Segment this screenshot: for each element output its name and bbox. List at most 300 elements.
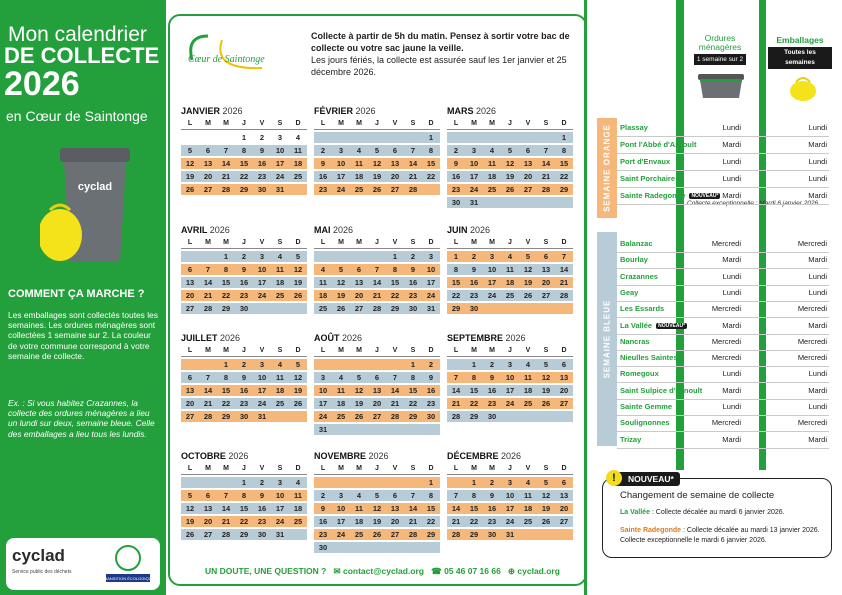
- day-cell: 30: [465, 303, 483, 314]
- day-cell: 9: [235, 264, 253, 275]
- day-cell: [368, 132, 386, 143]
- day-cell: 30: [235, 303, 253, 314]
- footer-question: UN DOUTE, UNE QUESTION ?: [205, 566, 327, 576]
- day-cell: [519, 529, 537, 540]
- day-cell: 5: [332, 264, 350, 275]
- day-cell: 7: [555, 251, 573, 262]
- day-cell: 29: [404, 411, 422, 422]
- day-cell: 8: [404, 372, 422, 383]
- month-name: AOÛT 2026: [314, 333, 363, 343]
- day-cell: 23: [314, 529, 332, 540]
- change-notice-title: Changement de semaine de collecte: [620, 490, 775, 501]
- weekday-header: S: [271, 118, 289, 130]
- day-cell: 27: [537, 290, 555, 301]
- om-day: Mercredi: [711, 418, 741, 428]
- weekday-header: V: [253, 237, 271, 249]
- weekday-header: M: [217, 463, 235, 475]
- day-cell: 13: [386, 503, 404, 514]
- day-cell: 6: [519, 145, 537, 156]
- om-day: Mardi: [722, 434, 741, 444]
- town-name: Port d'Envaux: [620, 157, 671, 166]
- day-cell: 24: [501, 398, 519, 409]
- town-row: [617, 301, 829, 317]
- day-cell: 30: [483, 411, 501, 422]
- day-cell: 24: [271, 516, 289, 527]
- day-cell: [483, 197, 501, 208]
- day-cell: 19: [519, 277, 537, 288]
- town-name: La Vallée NOUVEAU*: [620, 320, 686, 330]
- day-cell: 30: [253, 529, 271, 540]
- weekday-header: M: [465, 237, 483, 249]
- day-cell: 31: [465, 197, 483, 208]
- day-cell: 28: [447, 411, 465, 422]
- weekday-header: S: [404, 345, 422, 357]
- day-cell: 5: [350, 372, 368, 383]
- day-cell: [314, 359, 332, 370]
- day-cell: [181, 477, 199, 488]
- emb-day: Mardi: [808, 191, 827, 200]
- day-cell: 15: [235, 158, 253, 169]
- day-cell: 29: [217, 411, 235, 422]
- footer-phone[interactable]: 05 46 07 16 66: [444, 566, 501, 576]
- day-cell: 3: [253, 251, 271, 262]
- day-cell: 20: [386, 171, 404, 182]
- day-cell: 31: [271, 184, 289, 195]
- day-cell: [465, 132, 483, 143]
- day-cell: 24: [422, 290, 440, 301]
- weekday-header: D: [289, 463, 307, 475]
- day-cell: 12: [537, 490, 555, 501]
- day-cell: 6: [386, 490, 404, 501]
- day-cell: 28: [368, 303, 386, 314]
- day-cell: 1: [217, 251, 235, 262]
- day-cell: 10: [332, 158, 350, 169]
- divider-line: [584, 0, 587, 595]
- day-cell: 15: [447, 277, 465, 288]
- day-cell: 26: [537, 516, 555, 527]
- day-cell: 12: [332, 277, 350, 288]
- day-cell: 3: [422, 251, 440, 262]
- day-cell: 16: [404, 277, 422, 288]
- day-cell: [332, 542, 350, 553]
- day-cell: 7: [217, 145, 235, 156]
- bin-brand-label: cyclad: [77, 181, 113, 193]
- day-cell: 3: [314, 372, 332, 383]
- day-cell: 16: [465, 277, 483, 288]
- day-cell: 17: [483, 277, 501, 288]
- weekday-header: J: [368, 237, 386, 249]
- town-row: [617, 334, 829, 350]
- emb-day: Lundi: [808, 123, 827, 132]
- day-cell: 14: [217, 158, 235, 169]
- day-cell: 8: [465, 372, 483, 383]
- day-cell: 17: [253, 277, 271, 288]
- day-cell: 2: [314, 490, 332, 501]
- day-cell: 21: [217, 516, 235, 527]
- day-cell: [350, 251, 368, 262]
- day-cell: [519, 303, 537, 314]
- day-cell: 1: [241, 133, 247, 142]
- day-cell: 26: [350, 411, 368, 422]
- day-cell: 4: [271, 359, 289, 370]
- town-row: [617, 171, 829, 187]
- weekday-header: S: [537, 345, 555, 357]
- day-cell: 20: [519, 171, 537, 182]
- town-row: [617, 350, 829, 366]
- day-cell: 31: [422, 303, 440, 314]
- weekday-header: V: [253, 463, 271, 475]
- day-cell: 18: [501, 277, 519, 288]
- emb-frequency-badge: Toutes les semaines: [768, 47, 832, 69]
- day-cell: 3: [332, 145, 350, 156]
- day-cell: 29: [235, 529, 253, 540]
- day-cell: 23: [404, 290, 422, 301]
- weekday-header: S: [537, 118, 555, 130]
- town-row: [617, 366, 829, 382]
- day-cell: 18: [483, 171, 501, 182]
- day-cell: 25: [483, 184, 501, 195]
- day-cell: 8: [422, 145, 440, 156]
- day-cell: 29: [555, 184, 573, 195]
- day-cell: 1: [235, 477, 253, 488]
- day-cell: 17: [332, 171, 350, 182]
- day-cell: [289, 529, 307, 540]
- day-cell: 6: [199, 490, 217, 501]
- day-cell: 2: [235, 251, 253, 262]
- om-day: Mercredi: [711, 353, 741, 363]
- day-cell: 15: [235, 503, 253, 514]
- town-row: [617, 154, 829, 170]
- day-cell: [519, 132, 537, 143]
- day-cell: 12: [537, 372, 555, 383]
- day-cell: 26: [181, 529, 199, 540]
- month-name: JUIN 2026: [447, 225, 491, 235]
- weekday-header: D: [422, 345, 440, 357]
- weekday-header: M: [217, 237, 235, 249]
- day-cell: [289, 184, 307, 195]
- emb-day: Lundi: [808, 271, 827, 281]
- day-cell: 22: [235, 516, 253, 527]
- month-name: MAI 2026: [314, 225, 354, 235]
- day-cell: 5: [537, 359, 555, 370]
- day-cell: 9: [404, 264, 422, 275]
- day-cell: 12: [289, 264, 307, 275]
- day-cell: 10: [253, 372, 271, 383]
- phone-icon: ☎: [431, 566, 442, 576]
- day-cell: 11: [350, 503, 368, 514]
- day-cell: 14: [404, 503, 422, 514]
- day-cell: 23: [447, 184, 465, 195]
- weekday-header: M: [332, 345, 350, 357]
- day-cell: [253, 303, 271, 314]
- day-cell: 25: [519, 516, 537, 527]
- day-cell: 27: [555, 398, 573, 409]
- day-cell: 18: [519, 385, 537, 396]
- month-name: DÉCEMBRE 2026: [447, 451, 522, 461]
- day-cell: 21: [368, 290, 386, 301]
- day-cell: 26: [368, 184, 386, 195]
- weekday-header: M: [350, 118, 368, 130]
- day-cell: 19: [368, 516, 386, 527]
- om-day: Lundi: [722, 174, 741, 183]
- day-cell: 19: [350, 398, 368, 409]
- day-cell: 5: [181, 145, 199, 156]
- day-cell: 3: [253, 359, 271, 370]
- day-cell: 16: [314, 516, 332, 527]
- nouveau-badge: NOUVEAU*: [691, 193, 719, 200]
- day-cell: 31: [271, 529, 289, 540]
- day-cell: 28: [447, 529, 465, 540]
- day-cell: 24: [483, 290, 501, 301]
- day-cell: 12: [519, 264, 537, 275]
- day-cell: 26: [289, 290, 307, 301]
- day-cell: [332, 424, 350, 435]
- day-cell: 17: [332, 516, 350, 527]
- day-cell: 25: [271, 398, 289, 409]
- day-cell: 4: [332, 372, 350, 383]
- town-name: Trizay: [620, 434, 642, 444]
- day-cell: 16: [483, 385, 501, 396]
- day-cell: [199, 132, 217, 143]
- month-5: [447, 225, 573, 314]
- town-row: [617, 399, 829, 415]
- day-cell: 22: [465, 516, 483, 527]
- day-cell: 31: [501, 529, 519, 540]
- day-cell: 10: [271, 490, 289, 501]
- day-cell: 24: [253, 290, 271, 301]
- nouveau-tag: NOUVEAU*: [612, 472, 680, 486]
- day-cell: 2: [483, 477, 501, 488]
- day-cell: 17: [501, 385, 519, 396]
- emb-day: Mercredi: [797, 353, 827, 363]
- weekday-header: D: [555, 237, 573, 249]
- day-cell: 27: [350, 303, 368, 314]
- day-cell: 3: [483, 251, 501, 262]
- footer-site[interactable]: cyclad.org: [517, 566, 560, 576]
- day-cell: 13: [519, 158, 537, 169]
- day-cell: 4: [501, 251, 519, 262]
- weekday-header: D: [555, 118, 573, 130]
- day-cell: 10: [501, 490, 519, 501]
- month-name: SEPTEMBRE 2026: [447, 333, 526, 343]
- day-cell: 15: [555, 158, 573, 169]
- partner-logos: [6, 538, 160, 590]
- weekday-header: V: [519, 345, 537, 357]
- day-cell: 14: [199, 385, 217, 396]
- weekday-header: L: [314, 345, 332, 357]
- day-cell: 30: [314, 542, 332, 553]
- change-notice-line1: La Vallée : Collecte décalée au mardi 6 janvier 2026.: [620, 509, 785, 516]
- day-cell: 9: [253, 145, 271, 156]
- weekday-header: M: [217, 118, 235, 130]
- day-cell: 13: [555, 490, 573, 501]
- day-cell: 9: [314, 158, 332, 169]
- day-cell: 12: [368, 158, 386, 169]
- day-cell: 19: [332, 290, 350, 301]
- day-cell: 14: [368, 277, 386, 288]
- town-name: Romegoux: [620, 369, 659, 379]
- day-cell: 22: [422, 171, 440, 182]
- day-cell: 18: [289, 503, 307, 514]
- day-cell: 27: [199, 529, 217, 540]
- day-cell: 25: [289, 516, 307, 527]
- weekday-header: L: [314, 118, 332, 130]
- weekday-header: V: [519, 118, 537, 130]
- cyclad-logo-subtitle: Service public des déchets: [12, 569, 72, 575]
- weekday-header: V: [519, 237, 537, 249]
- day-cell: 18: [289, 158, 307, 169]
- day-cell: 30: [483, 529, 501, 540]
- day-cell: 25: [332, 411, 350, 422]
- day-cell: 8: [386, 264, 404, 275]
- day-cell: 4: [289, 477, 307, 488]
- day-cell: 19: [537, 503, 555, 514]
- month-3: [181, 225, 307, 314]
- day-cell: 20: [181, 290, 199, 301]
- day-cell: 17: [465, 171, 483, 182]
- day-cell: 8: [422, 490, 440, 501]
- footer-email[interactable]: contact@cyclad.org: [342, 566, 425, 576]
- day-cell: 30: [404, 303, 422, 314]
- weekday-header: S: [537, 237, 555, 249]
- om-day: Mercredi: [711, 336, 741, 346]
- day-cell: [404, 542, 422, 553]
- day-cell: 7: [447, 490, 465, 501]
- day-cell: 10: [253, 264, 271, 275]
- day-cell: 4: [483, 145, 501, 156]
- weekday-header: S: [404, 463, 422, 475]
- day-cell: 3: [332, 490, 350, 501]
- day-cell: 9: [235, 372, 253, 383]
- day-cell: 1: [465, 359, 483, 370]
- emb-day: Mercredi: [797, 336, 827, 346]
- day-cell: [332, 359, 350, 370]
- day-cell: 11: [350, 158, 368, 169]
- town-name: Geay: [620, 287, 639, 297]
- day-cell: 22: [422, 516, 440, 527]
- day-cell: 23: [483, 398, 501, 409]
- day-cell: 7: [386, 372, 404, 383]
- day-cell: 10: [483, 264, 501, 275]
- emb-day: Mardi: [808, 320, 827, 330]
- ecological-transition-label: TRANSITION ÉCOLOGIQUE: [102, 576, 154, 581]
- change-notice-line2: Sainte Radegonde : Collecte décalée au mardi 13 janvier 2026. Collecte exceptionnelle le mardi 6 janvier 2026.: [620, 527, 820, 544]
- day-cell: 28: [386, 411, 404, 422]
- day-cell: 1: [422, 132, 440, 143]
- day-cell: 27: [368, 411, 386, 422]
- day-cell: 1: [555, 132, 573, 143]
- month-2: [447, 106, 573, 208]
- day-cell: 22: [555, 171, 573, 182]
- day-cell: [181, 132, 199, 143]
- day-cell: 11: [483, 158, 501, 169]
- day-cell: 23: [253, 516, 271, 527]
- weekday-header: M: [350, 237, 368, 249]
- weekday-header: L: [181, 463, 199, 475]
- ecological-transition-logo: [102, 542, 154, 586]
- om-day: Mardi: [722, 385, 741, 395]
- day-cell: 11: [271, 264, 289, 275]
- day-cell: 28: [404, 529, 422, 540]
- day-cell: [350, 542, 368, 553]
- row-divider: [617, 204, 829, 205]
- month-10: [314, 451, 440, 553]
- weekday-header: D: [289, 345, 307, 357]
- weekday-header: S: [271, 345, 289, 357]
- day-cell: 12: [350, 385, 368, 396]
- day-cell: 6: [555, 359, 573, 370]
- day-cell: [368, 251, 386, 262]
- month-6: [181, 333, 307, 422]
- weekday-header: D: [555, 463, 573, 475]
- day-cell: 8: [555, 145, 573, 156]
- day-cell: 12: [181, 503, 199, 514]
- day-cell: 5: [289, 359, 307, 370]
- day-cell: [422, 184, 440, 195]
- day-cell: [199, 251, 217, 262]
- day-cell: [447, 359, 465, 370]
- weekday-header: L: [447, 118, 465, 130]
- day-cell: 8: [465, 490, 483, 501]
- weekday-header: L: [314, 237, 332, 249]
- day-cell: 23: [253, 171, 271, 182]
- om-day: Lundi: [722, 123, 741, 132]
- weekday-header: J: [501, 345, 519, 357]
- day-cell: 5: [537, 477, 555, 488]
- day-cell: 25: [271, 290, 289, 301]
- day-cell: 18: [271, 385, 289, 396]
- om-day: Lundi: [722, 287, 741, 297]
- month-11: [447, 451, 573, 540]
- weekday-header: M: [217, 345, 235, 357]
- town-row: [617, 415, 829, 431]
- om-day: Mercredi: [711, 304, 741, 314]
- day-cell: [537, 411, 555, 422]
- day-cell: [519, 197, 537, 208]
- weekday-header: J: [368, 118, 386, 130]
- day-cell: 8: [235, 490, 253, 501]
- day-cell: [368, 477, 386, 488]
- day-cell: [181, 251, 199, 262]
- day-cell: 7: [217, 490, 235, 501]
- day-cell: 19: [368, 171, 386, 182]
- day-cell: 2: [259, 133, 265, 142]
- day-cell: [332, 132, 350, 143]
- day-cell: 29: [422, 529, 440, 540]
- month-9: [181, 451, 307, 540]
- day-cell: [368, 542, 386, 553]
- day-cell: 19: [289, 277, 307, 288]
- weekday-header: M: [465, 345, 483, 357]
- om-day: Mardi: [722, 191, 741, 200]
- emb-header: [768, 35, 832, 69]
- weekday-header: J: [235, 345, 253, 357]
- day-cell: 11: [289, 145, 307, 156]
- day-cell: [422, 542, 440, 553]
- weekday-header: L: [181, 345, 199, 357]
- day-cell: 19: [537, 385, 555, 396]
- day-cell: 16: [253, 158, 271, 169]
- day-cell: 21: [199, 398, 217, 409]
- om-day: Lundi: [722, 271, 741, 281]
- day-cell: 12: [501, 158, 519, 169]
- day-cell: 4: [350, 490, 368, 501]
- day-cell: 10: [332, 503, 350, 514]
- contact-footer: [205, 566, 560, 577]
- town-row: [617, 383, 829, 399]
- day-cell: 21: [555, 277, 573, 288]
- day-cell: [501, 132, 519, 143]
